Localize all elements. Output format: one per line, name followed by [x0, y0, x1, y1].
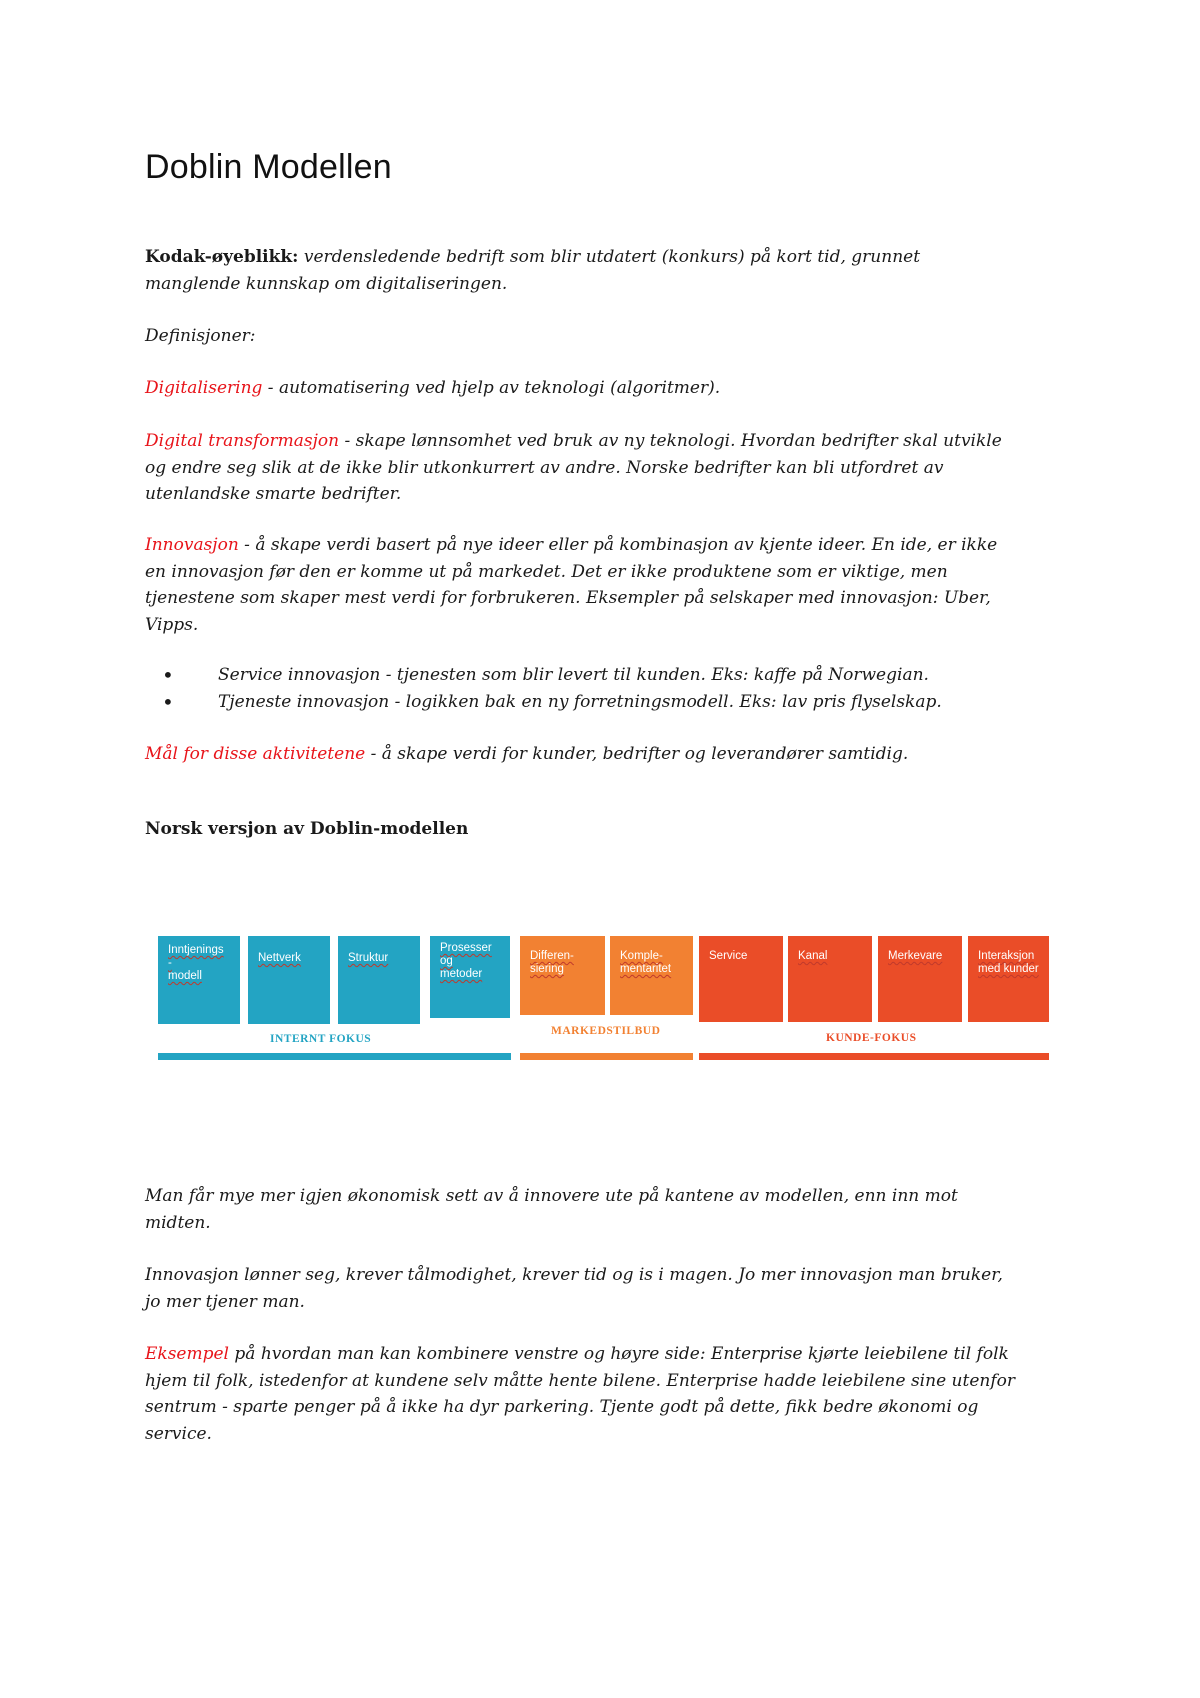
maal-term: Mål for disse aktivitetene	[145, 744, 366, 764]
digital-transformasjon-line-3: utenlandske smarte bedrifter.	[145, 484, 402, 504]
doblin-diagram	[158, 936, 1048, 1061]
digital-transformasjon-line-2: og endre seg slik at de ikke blir utkonkurrert av andre. Norske bedrifter kan bli utfordret av	[145, 457, 944, 478]
innovasjon-lonner-line-1: Innovasjon lønner seg, krever tålmodighet, krever tid og is i magen. Jo mer innovasjon man bruker,	[145, 1265, 1003, 1285]
innovasjon-term: Innovasjon	[145, 535, 239, 555]
definitions-heading: Definisjoner:	[145, 326, 256, 346]
digitalisering-paragraph	[145, 375, 1065, 402]
innovasjon-lonner-line-2: jo mer tjener man.	[145, 1291, 305, 1312]
box-label: Komple-	[620, 950, 663, 962]
diagram-box-inntjeningsmodell	[158, 936, 240, 1024]
group-label-customer: KUNDE-FOKUS	[826, 1032, 917, 1044]
box-label: Kanal	[798, 950, 828, 962]
eksempel-paragraph	[145, 1341, 1065, 1447]
bullet-icon: •	[162, 690, 174, 714]
group-bar-internal	[158, 1053, 511, 1060]
page-title: Doblin Modellen	[145, 148, 392, 186]
diagram-box-differensiering	[520, 936, 605, 1015]
box-label: Service	[709, 950, 748, 962]
diagram-box-kanal	[788, 936, 872, 1022]
diagram-box-komplementaritet	[610, 936, 693, 1015]
maal-paragraph	[145, 741, 1065, 768]
eksempel-line-1: på hvordan man kan kombinere venstre og høyre side: Enterprise kjørte leiebilene til folk	[229, 1344, 1009, 1364]
box-label: Merkevare	[888, 950, 943, 962]
box-label: og	[440, 955, 453, 967]
box-label: metoder	[440, 968, 483, 980]
kodak-line-2: manglende kunnskap om digitaliseringen.	[145, 273, 508, 294]
maal-text: - å skape verdi for kunder, bedrifter og leverandører samtidig.	[365, 744, 909, 764]
box-label: Prosesser	[440, 942, 492, 954]
innovasjon-line-3: tjenestene som skaper mest verdi for forbrukeren. Eksempler på selskaper med innovasjon: Uber,	[145, 588, 991, 608]
group-label-market: MARKEDSTILBUD	[551, 1025, 661, 1037]
box-label: modell	[168, 970, 202, 982]
kodak-paragraph	[145, 244, 1065, 297]
eksempel-line-4: service.	[145, 1423, 212, 1444]
diagram-box-merkevare	[878, 936, 962, 1022]
innovasjon-line-1: - å skape verdi basert på nye ideer eller på kombinasjon av kjente ideer. En ide, er ikke	[238, 535, 998, 555]
kodak-term: Kodak-øyeblikk:	[145, 247, 299, 267]
box-label: Struktur	[348, 952, 389, 964]
bullet-text: Tjeneste innovasjon - logikken bak en ny forretningsmodell. Eks: lav pris flyselskap.	[218, 692, 942, 712]
box-label: siering	[530, 963, 564, 975]
diagram-box-prosesser	[430, 936, 510, 1018]
diagram-box-interaksjon	[968, 936, 1049, 1022]
digitalisering-term: Digitalisering	[145, 378, 263, 398]
box-label: -	[168, 957, 172, 969]
group-bar-customer	[699, 1053, 1049, 1060]
eksempel-line-3: sentrum - sparte penger på å ikke ha dyr parkering. Tjente godt på dette, fikk bedre økonomi og	[145, 1397, 979, 1417]
box-label: Interaksjon	[978, 950, 1035, 962]
digital-transformasjon-paragraph	[145, 428, 1065, 508]
innovasjon-line-2: en innovasjon før den er komme ut på markedet. Det er ikke produktene som er viktige, men	[145, 561, 948, 582]
box-label: med kunder	[978, 963, 1039, 975]
man-faar-paragraph	[145, 1183, 1065, 1236]
innovasjon-paragraph	[145, 532, 1065, 638]
diagram-box-service	[699, 936, 783, 1022]
box-label: Inntjenings	[168, 944, 224, 956]
bullet-icon: •	[162, 663, 174, 687]
diagram-box-nettverk	[248, 936, 330, 1024]
box-label: Differen-	[530, 950, 574, 962]
man-faar-line-1: Man får mye mer igjen økonomisk sett av å innovere ute på kantene av modellen, enn inn mot	[145, 1186, 958, 1206]
eksempel-term: Eksempel	[145, 1344, 229, 1364]
bullet-text: Service innovasjon - tjenesten som blir levert til kunden. Eks: kaffe på Norwegian.	[218, 665, 929, 685]
digital-transformasjon-term: Digital transformasjon	[145, 431, 340, 451]
norsk-heading: Norsk versjon av Doblin-modellen	[145, 819, 469, 839]
eksempel-line-2: hjem til folk, istedenfor at kundene selv måtte hente bilene. Enterprise hadde leiebilene sine utenfor	[145, 1370, 1015, 1391]
digitalisering-text: - automatisering ved hjelp av teknologi (algoritmer).	[262, 378, 721, 398]
group-bar-market	[520, 1053, 693, 1060]
innovasjon-lonner-paragraph	[145, 1262, 1065, 1315]
man-faar-line-2: midten.	[145, 1212, 211, 1233]
kodak-line-1: verdensledende bedrift som blir utdatert (konkurs) på kort tid, grunnet	[303, 247, 921, 267]
diagram-box-struktur	[338, 936, 420, 1024]
innovasjon-line-4: Vipps.	[145, 614, 199, 635]
group-label-internal: INTERNT FOKUS	[270, 1033, 372, 1045]
box-label: mentaritet	[620, 963, 672, 975]
box-label: Nettverk	[258, 952, 301, 964]
digital-transformasjon-line-1: - skape lønnsomhet ved bruk av ny teknologi. Hvordan bedrifter skal utvikle	[339, 431, 1002, 451]
